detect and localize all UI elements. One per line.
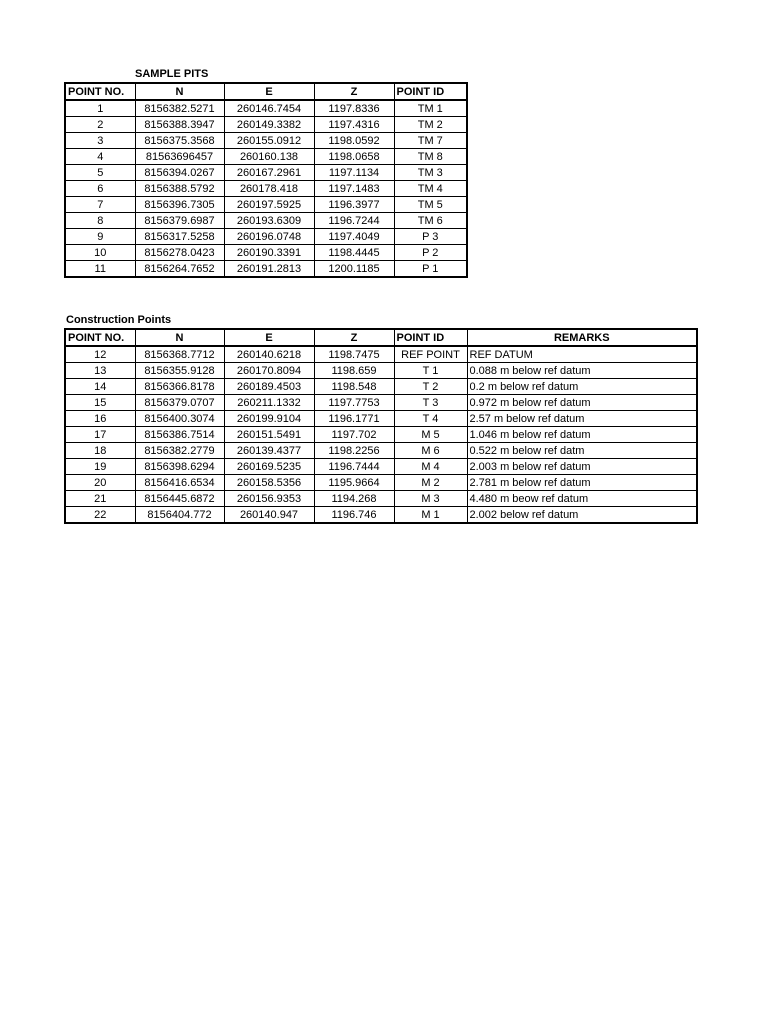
cell-z: 1196.746 bbox=[314, 507, 394, 524]
cell-remarks: 1.046 m below ref datum bbox=[467, 427, 697, 443]
table-row bbox=[65, 181, 467, 197]
cell-point-no: 20 bbox=[65, 475, 135, 491]
table-row bbox=[65, 395, 697, 411]
cell-point-no: 12 bbox=[65, 346, 135, 363]
header-point-id: POINT ID bbox=[394, 83, 467, 100]
table-row bbox=[65, 427, 697, 443]
cell-remarks: 2.57 m below ref datum bbox=[467, 411, 697, 427]
cell-n: 8156386.7514 bbox=[135, 427, 224, 443]
cell-point-id: T 3 bbox=[394, 395, 467, 411]
cell-e: 260211.1332 bbox=[224, 395, 314, 411]
construction-points-title: Construction Points bbox=[66, 314, 172, 326]
cell-n: 8156382.2779 bbox=[135, 443, 224, 459]
cell-n: 8156398.6294 bbox=[135, 459, 224, 475]
table-row bbox=[65, 213, 467, 229]
cell-point-id: TM 1 bbox=[394, 100, 467, 117]
cell-e: 260189.4503 bbox=[224, 379, 314, 395]
cell-point-no: 7 bbox=[65, 197, 135, 213]
table-row bbox=[65, 507, 697, 524]
table-row bbox=[65, 165, 467, 181]
cell-n: 8156264.7652 bbox=[135, 261, 224, 278]
cell-e: 260169.5235 bbox=[224, 459, 314, 475]
cell-e: 260158.5356 bbox=[224, 475, 314, 491]
cell-z: 1197.4049 bbox=[314, 229, 394, 245]
cell-point-no: 3 bbox=[65, 133, 135, 149]
cell-point-id: T 2 bbox=[394, 379, 467, 395]
cell-e: 260140.6218 bbox=[224, 346, 314, 363]
cell-e: 260190.3391 bbox=[224, 245, 314, 261]
cell-point-id: TM 5 bbox=[394, 197, 467, 213]
cell-e: 260193.6309 bbox=[224, 213, 314, 229]
cell-point-no: 22 bbox=[65, 507, 135, 524]
sample-pits-header-row bbox=[65, 83, 467, 100]
cell-n: 8156388.3947 bbox=[135, 117, 224, 133]
cell-z: 1197.702 bbox=[314, 427, 394, 443]
cell-z: 1196.1771 bbox=[314, 411, 394, 427]
sample-pits-table bbox=[64, 82, 468, 278]
cell-point-id: TM 4 bbox=[394, 181, 467, 197]
cell-e: 260191.2813 bbox=[224, 261, 314, 278]
cell-point-id: P 1 bbox=[394, 261, 467, 278]
cell-remarks: 2.781 m below ref datum bbox=[467, 475, 697, 491]
cell-n: 8156396.7305 bbox=[135, 197, 224, 213]
table-row bbox=[65, 261, 467, 278]
cell-e: 260160.138 bbox=[224, 149, 314, 165]
cell-z: 1198.0592 bbox=[314, 133, 394, 149]
cell-point-no: 4 bbox=[65, 149, 135, 165]
cell-n: 8156388.5792 bbox=[135, 181, 224, 197]
cell-n: 8156379.0707 bbox=[135, 395, 224, 411]
cell-point-no: 9 bbox=[65, 229, 135, 245]
cell-remarks: 4.480 m beow ref datum bbox=[467, 491, 697, 507]
cell-n: 8156375.3568 bbox=[135, 133, 224, 149]
cell-point-no: 14 bbox=[65, 379, 135, 395]
cell-e: 260140.947 bbox=[224, 507, 314, 524]
cell-point-id: M 1 bbox=[394, 507, 467, 524]
cell-e: 260146.7454 bbox=[224, 100, 314, 117]
construction-points-table bbox=[64, 328, 698, 524]
cell-e: 260196.0748 bbox=[224, 229, 314, 245]
cell-e: 260151.5491 bbox=[224, 427, 314, 443]
cell-n: 8156355.9128 bbox=[135, 363, 224, 379]
header-z: Z bbox=[314, 329, 394, 346]
cell-z: 1198.4445 bbox=[314, 245, 394, 261]
cell-point-no: 6 bbox=[65, 181, 135, 197]
cell-e: 260156.9353 bbox=[224, 491, 314, 507]
table-row bbox=[65, 411, 697, 427]
cell-point-id: M 3 bbox=[394, 491, 467, 507]
cell-n: 8156379.6987 bbox=[135, 213, 224, 229]
cell-z: 1197.1483 bbox=[314, 181, 394, 197]
table-row bbox=[65, 133, 467, 149]
table-row bbox=[65, 197, 467, 213]
cell-n: 8156366.8178 bbox=[135, 379, 224, 395]
table-row bbox=[65, 229, 467, 245]
cell-point-id: REF POINT bbox=[394, 346, 467, 363]
cell-n: 8156400.3074 bbox=[135, 411, 224, 427]
cell-point-id: M 6 bbox=[394, 443, 467, 459]
cell-remarks: 0.088 m below ref datum bbox=[467, 363, 697, 379]
cell-n: 8156368.7712 bbox=[135, 346, 224, 363]
cell-point-id: P 3 bbox=[394, 229, 467, 245]
cell-n: 8156278.0423 bbox=[135, 245, 224, 261]
cell-e: 260155.0912 bbox=[224, 133, 314, 149]
cell-point-no: 19 bbox=[65, 459, 135, 475]
table-row bbox=[65, 149, 467, 165]
cell-e: 260149.3382 bbox=[224, 117, 314, 133]
cell-n: 8156416.6534 bbox=[135, 475, 224, 491]
table-row bbox=[65, 346, 697, 363]
cell-point-no: 17 bbox=[65, 427, 135, 443]
cell-point-id: M 4 bbox=[394, 459, 467, 475]
cell-n: 81563696457 bbox=[135, 149, 224, 165]
cell-remarks: 0.972 m below ref datum bbox=[467, 395, 697, 411]
cell-z: 1197.1134 bbox=[314, 165, 394, 181]
cell-z: 1198.7475 bbox=[314, 346, 394, 363]
cell-e: 260199.9104 bbox=[224, 411, 314, 427]
cell-point-id: TM 2 bbox=[394, 117, 467, 133]
cell-remarks: 0.522 m below ref datm bbox=[467, 443, 697, 459]
cell-z: 1198.2256 bbox=[314, 443, 394, 459]
cell-z: 1200.1185 bbox=[314, 261, 394, 278]
cell-z: 1196.7244 bbox=[314, 213, 394, 229]
cell-point-no: 5 bbox=[65, 165, 135, 181]
sample-pits-title: SAMPLE PITS bbox=[135, 68, 209, 80]
cell-e: 260167.2961 bbox=[224, 165, 314, 181]
cell-point-no: 18 bbox=[65, 443, 135, 459]
cell-n: 8156404.772 bbox=[135, 507, 224, 524]
cell-remarks: REF DATUM bbox=[467, 346, 697, 363]
table-row bbox=[65, 245, 467, 261]
header-z: Z bbox=[314, 83, 394, 100]
cell-point-no: 11 bbox=[65, 261, 135, 278]
cell-point-no: 10 bbox=[65, 245, 135, 261]
header-n: N bbox=[135, 83, 224, 100]
cell-remarks: 2.002 below ref datum bbox=[467, 507, 697, 524]
cell-point-id: TM 3 bbox=[394, 165, 467, 181]
cell-point-no: 2 bbox=[65, 117, 135, 133]
cell-e: 260170.8094 bbox=[224, 363, 314, 379]
table-row bbox=[65, 117, 467, 133]
cell-z: 1197.4316 bbox=[314, 117, 394, 133]
construction-header-row bbox=[65, 329, 697, 346]
cell-point-id: P 2 bbox=[394, 245, 467, 261]
cell-point-id: M 5 bbox=[394, 427, 467, 443]
cell-n: 8156317.5258 bbox=[135, 229, 224, 245]
cell-remarks: 2.003 m below ref datum bbox=[467, 459, 697, 475]
cell-e: 260139.4377 bbox=[224, 443, 314, 459]
cell-z: 1194.268 bbox=[314, 491, 394, 507]
cell-point-id: T 1 bbox=[394, 363, 467, 379]
cell-n: 8156394.0267 bbox=[135, 165, 224, 181]
cell-point-id: TM 7 bbox=[394, 133, 467, 149]
cell-point-no: 16 bbox=[65, 411, 135, 427]
cell-point-no: 21 bbox=[65, 491, 135, 507]
cell-e: 260178.418 bbox=[224, 181, 314, 197]
table-row bbox=[65, 443, 697, 459]
cell-z: 1198.659 bbox=[314, 363, 394, 379]
table-row bbox=[65, 491, 697, 507]
header-e: E bbox=[224, 83, 314, 100]
header-e: E bbox=[224, 329, 314, 346]
cell-point-no: 1 bbox=[65, 100, 135, 117]
cell-point-no: 15 bbox=[65, 395, 135, 411]
cell-z: 1197.8336 bbox=[314, 100, 394, 117]
cell-point-id: M 2 bbox=[394, 475, 467, 491]
table-row bbox=[65, 459, 697, 475]
cell-z: 1195.9664 bbox=[314, 475, 394, 491]
cell-point-id: TM 8 bbox=[394, 149, 467, 165]
header-n: N bbox=[135, 329, 224, 346]
table-row bbox=[65, 379, 697, 395]
table-row bbox=[65, 100, 467, 117]
cell-z: 1198.548 bbox=[314, 379, 394, 395]
cell-point-no: 8 bbox=[65, 213, 135, 229]
header-point-no: POINT NO. bbox=[65, 83, 135, 100]
cell-z: 1198.0658 bbox=[314, 149, 394, 165]
cell-remarks: 0.2 m below ref datum bbox=[467, 379, 697, 395]
cell-z: 1196.7444 bbox=[314, 459, 394, 475]
cell-e: 260197.5925 bbox=[224, 197, 314, 213]
cell-point-id: TM 6 bbox=[394, 213, 467, 229]
cell-point-no: 13 bbox=[65, 363, 135, 379]
cell-n: 8156445.6872 bbox=[135, 491, 224, 507]
header-point-id: POINT ID bbox=[394, 329, 467, 346]
header-remarks: REMARKS bbox=[467, 329, 697, 346]
table-row bbox=[65, 475, 697, 491]
cell-n: 8156382.5271 bbox=[135, 100, 224, 117]
header-point-no: POINT NO. bbox=[65, 329, 135, 346]
cell-point-id: T 4 bbox=[394, 411, 467, 427]
cell-z: 1197.7753 bbox=[314, 395, 394, 411]
cell-z: 1196.3977 bbox=[314, 197, 394, 213]
table-row bbox=[65, 363, 697, 379]
